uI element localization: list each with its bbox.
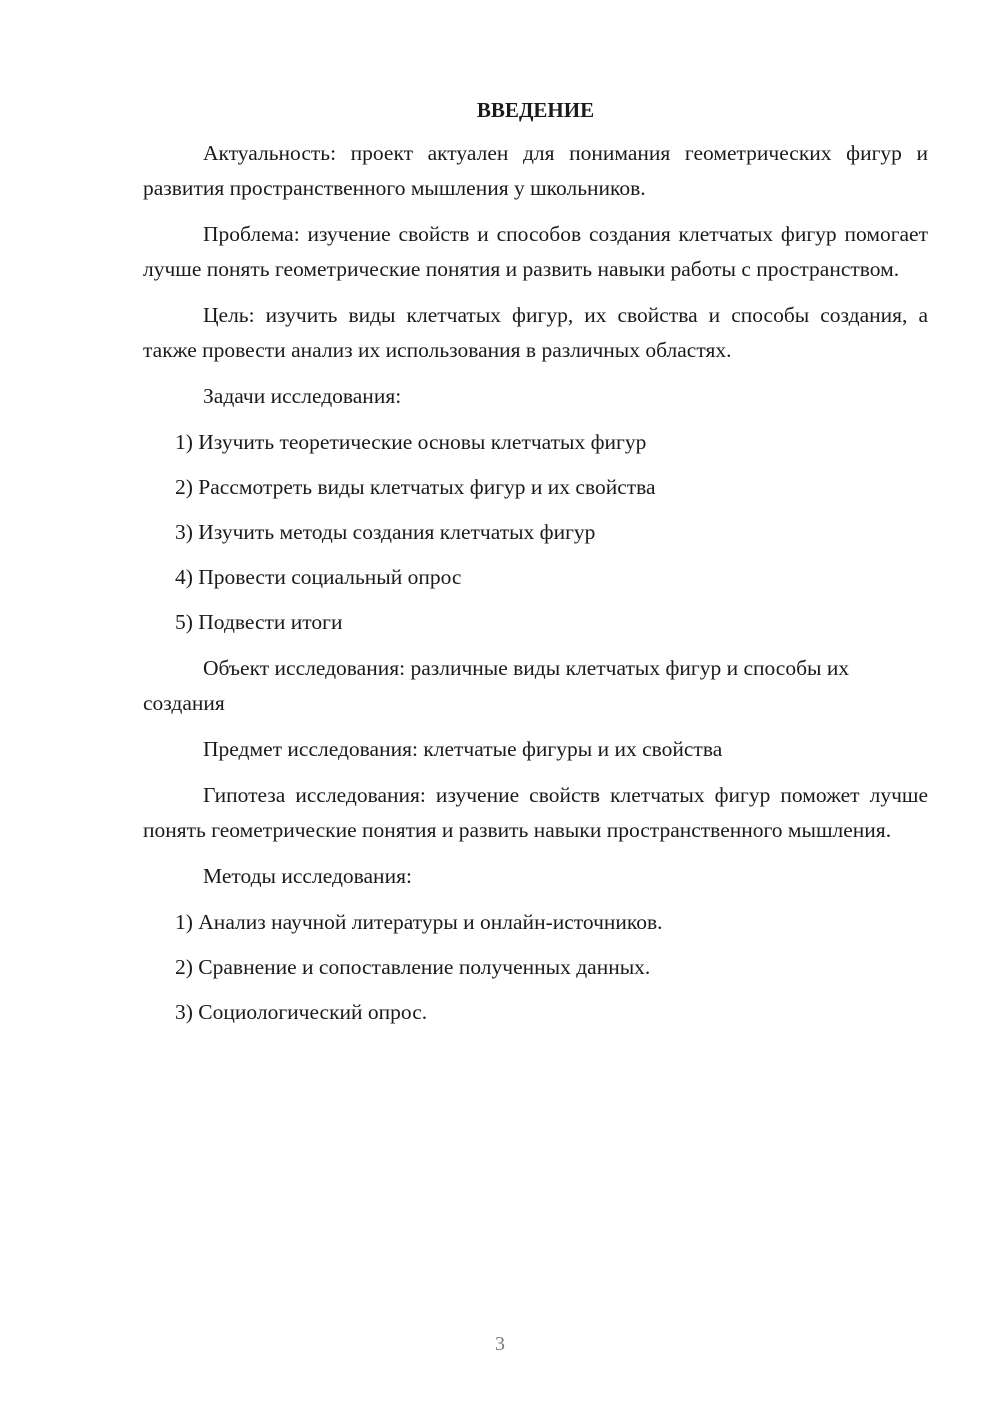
list-item: 2) Рассмотреть виды клетчатых фигур и их свойства: [175, 475, 656, 499]
object-paragraph: Объект исследования: различные виды клетчатых фигур и способы их создания: [143, 656, 850, 715]
methods-list: [143, 905, 928, 1030]
methods-heading: Методы исследования:: [203, 864, 412, 888]
list-item: 2) Сравнение и сопоставление полученных данных.: [175, 955, 651, 979]
document-page: [143, 95, 928, 1041]
tasks-heading: Задачи исследования:: [203, 384, 402, 408]
tasks-list: [143, 425, 928, 640]
list-item: 1) Анализ научной литературы и онлайн-источников.: [175, 910, 663, 934]
subject-paragraph: Предмет исследования: клетчатые фигуры и их свойства: [203, 737, 723, 761]
problem-paragraph: Проблема: изучение свойств и способов создания клетчатых фигур помогает лучше понять геометрические понятия и развить навыки работы с пространством.: [143, 222, 928, 281]
list-item: 3) Социологический опрос.: [175, 1000, 428, 1024]
page-number: 3: [495, 1333, 505, 1355]
section-title: ВВЕДЕНИЕ: [476, 98, 595, 122]
list-item: 1) Изучить теоретические основы клетчатых фигур: [175, 430, 647, 454]
list-item: 3) Изучить методы создания клетчатых фигур: [175, 520, 596, 544]
goal-paragraph: Цель: изучить виды клетчатых фигур, их свойства и способы создания, а также провести анализ их использования в различных областях.: [143, 303, 928, 362]
list-item: 4) Провести социальный опрос: [175, 565, 462, 589]
hypothesis-paragraph: Гипотеза исследования: изучение свойств клетчатых фигур поможет лучше понять геометрические понятия и развить навыки пространственного мышления.: [143, 783, 928, 842]
relevance-paragraph: Актуальность: проект актуален для понимания геометрических фигур и развития пространственного мышления у школьников.: [143, 141, 928, 200]
list-item: 5) Подвести итоги: [175, 610, 343, 634]
